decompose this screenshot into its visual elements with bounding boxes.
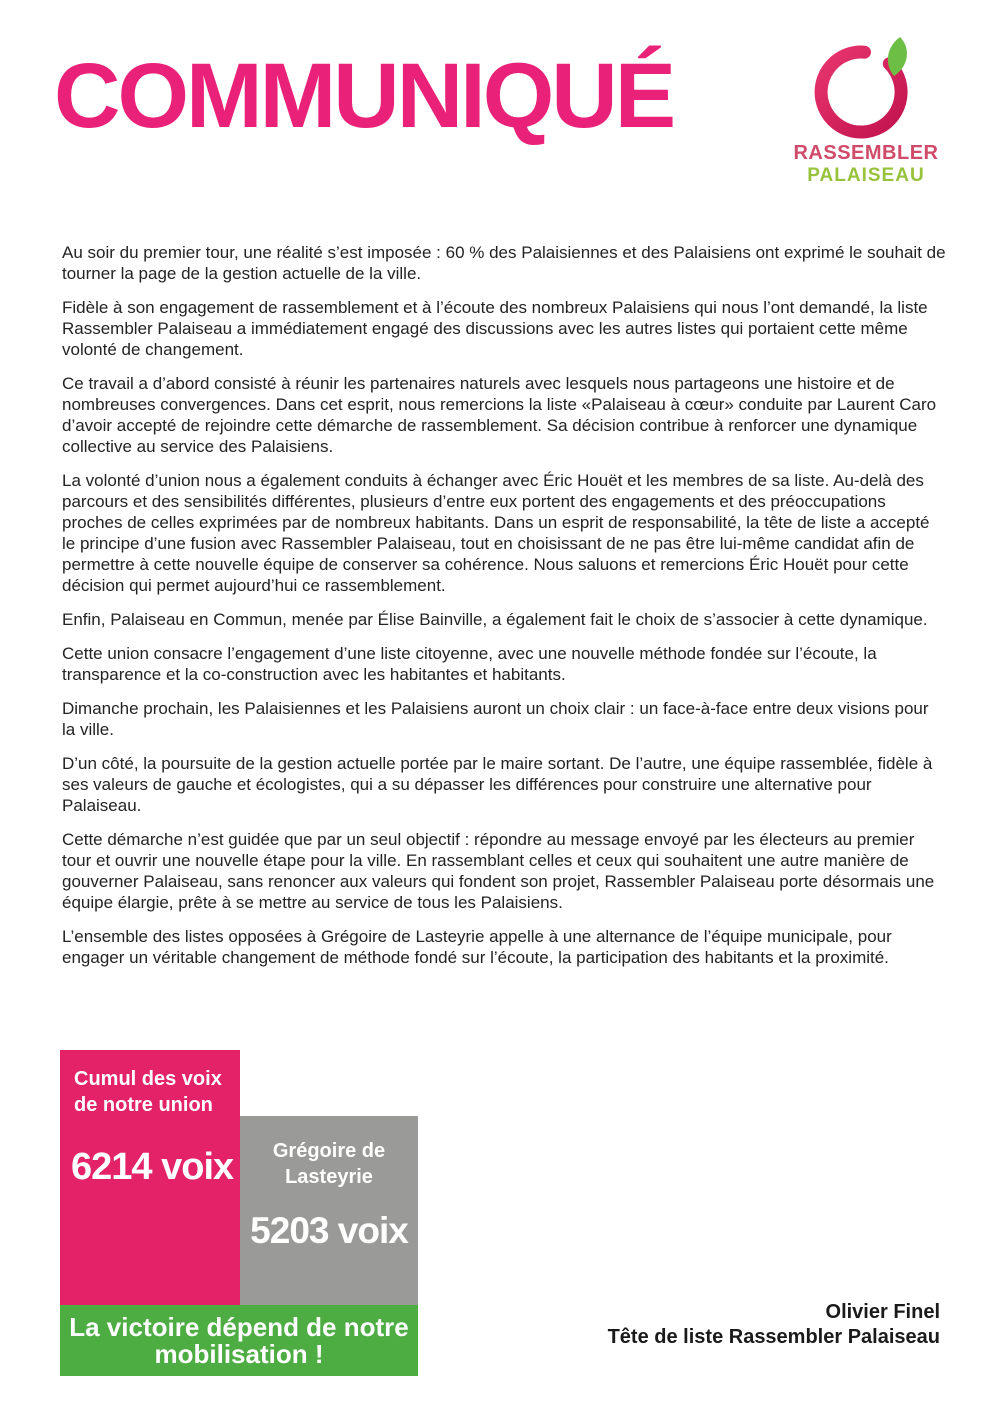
paragraph: L’ensemble des listes opposées à Grégoire de Lasteyrie appelle à une alternance de l’équipe municipale, pour engager un véritable changement de méthode fondé sur l’écoute, la participation des habitants et la proximité. [62, 927, 892, 967]
paragraph: D’un côté, la poursuite de la gestion actuelle portée par le maire sortant. De l’autre, une équipe rassemblée, fidèle à ses valeurs de gauche et écologistes, qui a su dépasser les différences pour construire une alternative pour Palaiseau. [62, 754, 933, 815]
paragraph: Enfin, Palaiseau en Commun, menée par Élise Bainville, a également fait le choix de s’associer à cette dynamique. [62, 610, 928, 629]
apple-circle-icon [801, 36, 931, 140]
opponent-votes-box [240, 1116, 418, 1305]
victory-banner [60, 1305, 418, 1376]
votes-infographic [60, 1050, 418, 1376]
paragraph: Au soir du premier tour, une réalité s’est imposée : 60 % des Palaisiennes et des Palaisiens ont exprimé le souhait de tourner la page de la gestion actuelle de la ville. [62, 243, 946, 283]
opponent-votes-label: Grégoire de Lasteyrie [272, 1140, 386, 1188]
logo [786, 36, 946, 187]
paragraph: Cette démarche n’est guidée que par un seul objectif : répondre au message envoyé par les électeurs au premier tour et ouvrir une nouvelle étape pour la ville. En rassemblant celles et ceux qui souhaitent une autre manière de gouverner Palaiseau, sans renoncer aux valeurs qui fondent son projet, Rassembler Palaiseau porte désormais une équipe élargie, prête à se mettre au service de tous les Palaisiens. [62, 830, 935, 912]
paragraph: Fidèle à son engagement de rassemblement et à l’écoute des nombreux Palaisiens qui nous l’ont demandé, la liste Rassembler Palaiseau a immédiatement engagé des discussions avec les autres listes qui portaient cette même volonté de changement. [62, 298, 928, 359]
union-votes-value: 6214 voix [71, 1146, 234, 1188]
signature-name: Olivier Finel [825, 1301, 940, 1323]
signature-role: Tête de liste Rassembler Palaiseau [607, 1326, 940, 1348]
opponent-votes-value: 5203 voix [250, 1210, 408, 1251]
body-text [62, 242, 946, 981]
signature [608, 1300, 940, 1350]
page-title: COMMUNIQUÉ [54, 45, 674, 147]
paragraph: Cette union consacre l’engagement d’une liste citoyenne, avec une nouvelle méthode fondée sur l’écoute, la transparence et la co-construction avec les habitantes et habitants. [62, 644, 877, 684]
logo-rassembler-label: RASSEMBLER [793, 142, 939, 164]
paragraph: Ce travail a d’abord consisté à réunir les partenaires naturels avec lesquels nous partageons une histoire et de nombreuses convergences. Dans cet esprit, nous remercions la liste «Palaiseau à cœur» conduite par Laurent Caro d’avoir accepté de rejoindre cette démarche de rassemblement. Sa décision contribue à renforcer une dynamique collective au service des Palaisiens. [62, 374, 937, 456]
victory-banner-label: La victoire dépend de notre mobilisation ! [69, 1311, 409, 1369]
paragraph: La volonté d’union nous a également conduits à échanger avec Éric Houët et les membres de sa liste. Au-delà des parcours et des sensibilités différentes, plusieurs d’entre eux portent des engagements et des préoccupations proches de celles exprimées par de nombreux habitants. Dans un esprit de responsabilité, la tête de liste a accepté le principe d’une fusion avec Rassembler Palaiseau, tout en choisissant de ne pas être lui-même candidat afin de permettre à cette nouvelle équipe de conserver sa cohérence. Nous saluons et remercions Éric Houët pour cette décision qui permet aujourd’hui ce rassemblement. [62, 471, 930, 595]
union-votes-label: Cumul des voix de notre union [74, 1068, 222, 1116]
union-votes-box [60, 1050, 240, 1305]
paragraph: Dimanche prochain, les Palaisiennes et les Palaisiens auront un choix clair : un face-à-face entre deux visions pour la ville. [62, 699, 929, 739]
logo-palaiseau-label: PALAISEAU [807, 165, 925, 186]
